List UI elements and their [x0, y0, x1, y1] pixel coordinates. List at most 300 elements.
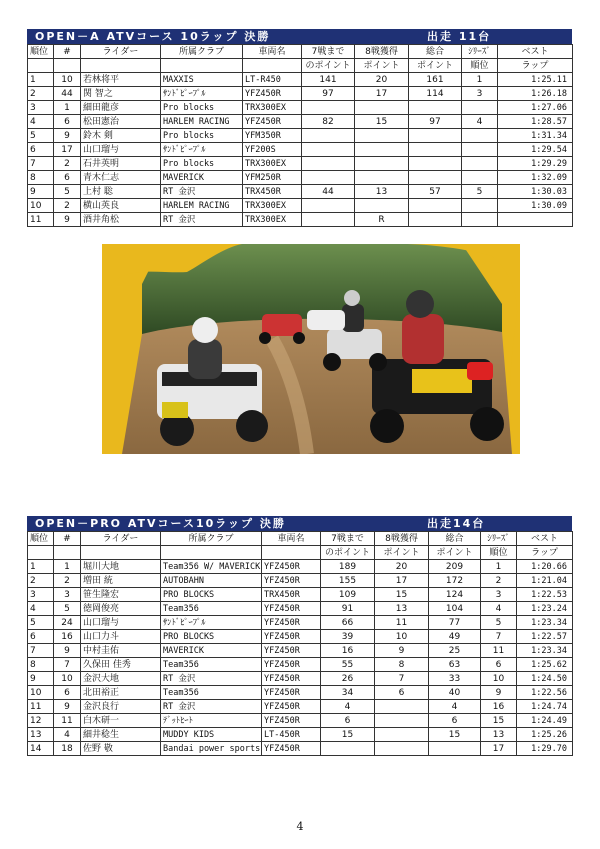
table-row	[28, 73, 573, 87]
points-8-cell: 11	[375, 616, 429, 630]
series-rank-cell: 4	[481, 602, 517, 616]
table-row	[28, 199, 573, 213]
number-cell: 2	[54, 574, 81, 588]
total-points-cell: 209	[429, 560, 481, 574]
number-cell: 7	[54, 658, 81, 672]
bike-cell: YFZ450R	[243, 115, 302, 129]
rider-cell: 上村 聡	[81, 185, 161, 199]
points-8-cell: 10	[375, 630, 429, 644]
rider-cell: 金沢良行	[81, 700, 161, 714]
column-header: 総合	[409, 45, 462, 59]
points-7-cell: 82	[302, 115, 355, 129]
position-cell: 4	[28, 115, 54, 129]
club-cell: Bandai power sports	[161, 742, 262, 756]
total-points-cell	[409, 129, 462, 143]
table-row	[28, 87, 573, 101]
best-lap-cell: 1:29.29	[498, 157, 573, 171]
table-row	[28, 213, 573, 227]
total-points-cell	[409, 171, 462, 185]
column-header: 7戦まで	[302, 45, 355, 59]
total-points-cell: 25	[429, 644, 481, 658]
column-header: ｼﾘｰｽﾞ	[462, 45, 498, 59]
column-header: ポイント	[355, 59, 409, 73]
table-row	[28, 143, 573, 157]
total-points-cell	[409, 199, 462, 213]
table-row	[28, 101, 573, 115]
points-7-cell: 141	[302, 73, 355, 87]
column-header: のポイント	[302, 59, 355, 73]
series-rank-cell: 3	[481, 588, 517, 602]
column-header	[81, 546, 161, 560]
best-lap-cell: 1:29.70	[517, 742, 573, 756]
position-cell: 1	[28, 73, 54, 87]
club-cell: Pro blocks	[161, 129, 243, 143]
series-rank-cell: 17	[481, 742, 517, 756]
bike-cell: YFZ450R	[262, 560, 321, 574]
best-lap-cell: 1:25.26	[517, 728, 573, 742]
best-lap-cell: 1:22.56	[517, 686, 573, 700]
series-rank-cell: 1	[462, 73, 498, 87]
best-lap-cell: 1:22.57	[517, 630, 573, 644]
points-7-cell: 15	[321, 728, 375, 742]
best-lap-cell: 1:20.66	[517, 560, 573, 574]
bike-cell: YFZ450R	[262, 742, 321, 756]
position-cell: 12	[28, 714, 54, 728]
points-7-cell: 6	[321, 714, 375, 728]
series-rank-cell	[462, 213, 498, 227]
series-rank-cell: 16	[481, 700, 517, 714]
total-points-cell	[409, 101, 462, 115]
position-cell: 7	[28, 157, 54, 171]
column-header	[28, 546, 54, 560]
table-row	[28, 700, 573, 714]
total-points-cell	[409, 157, 462, 171]
points-7-cell	[302, 171, 355, 185]
series-rank-cell	[462, 199, 498, 213]
points-7-cell	[302, 199, 355, 213]
points-7-cell: 55	[321, 658, 375, 672]
rider-cell: 徳岡俊亮	[81, 602, 161, 616]
series-rank-cell	[462, 101, 498, 115]
number-cell: 17	[54, 143, 81, 157]
total-points-cell	[429, 742, 481, 756]
number-cell: 1	[54, 101, 81, 115]
bike-cell: YFZ450R	[262, 602, 321, 616]
column-header: 7戦まで	[321, 532, 375, 546]
points-7-cell: 155	[321, 574, 375, 588]
bike-cell: YFZ450R	[243, 87, 302, 101]
column-header: のポイント	[321, 546, 375, 560]
series-rank-cell: 1	[481, 560, 517, 574]
column-header: ラップ	[517, 546, 573, 560]
column-header: ｼﾘｰｽﾞ	[481, 532, 517, 546]
column-header: #	[54, 532, 81, 546]
column-header: ポイント	[429, 546, 481, 560]
page-number: 4	[296, 820, 304, 833]
position-cell: 4	[28, 602, 54, 616]
table-row	[28, 574, 573, 588]
best-lap-cell: 1:22.53	[517, 588, 573, 602]
points-7-cell: 44	[302, 185, 355, 199]
column-header: #	[54, 45, 81, 59]
table-row	[28, 728, 573, 742]
number-cell: 10	[54, 672, 81, 686]
rider-cell: 佐野 敬	[81, 742, 161, 756]
points-7-cell: 16	[321, 644, 375, 658]
series-rank-cell	[462, 157, 498, 171]
number-cell: 6	[54, 171, 81, 185]
number-cell: 9	[54, 213, 81, 227]
points-7-cell	[302, 213, 355, 227]
points-8-cell: 15	[375, 588, 429, 602]
points-7-cell	[302, 101, 355, 115]
number-cell: 1	[54, 560, 81, 574]
best-lap-cell: 1:24.50	[517, 672, 573, 686]
table-title: OPEN－PRO ATVコース10ラップ 決勝	[35, 517, 286, 530]
points-8-cell	[355, 129, 409, 143]
bike-cell: LT-450R	[262, 728, 321, 742]
rider-cell: 北田裕正	[81, 686, 161, 700]
table-row	[28, 115, 573, 129]
total-points-cell: 15	[429, 728, 481, 742]
total-points-cell: 6	[429, 714, 481, 728]
table-row	[28, 602, 573, 616]
number-cell: 9	[54, 644, 81, 658]
rider-cell: 笹生隆宏	[81, 588, 161, 602]
column-header	[81, 59, 161, 73]
total-points-cell: 104	[429, 602, 481, 616]
series-rank-cell: 15	[481, 714, 517, 728]
points-8-cell: 6	[375, 686, 429, 700]
position-cell: 3	[28, 101, 54, 115]
best-lap-cell: 1:30.03	[498, 185, 573, 199]
series-rank-cell: 10	[481, 672, 517, 686]
club-cell: ｻﾝﾄﾞﾋﾟｰﾌﾟﾙ	[161, 87, 243, 101]
table-row	[28, 157, 573, 171]
best-lap-cell: 1:24.74	[517, 700, 573, 714]
position-cell: 11	[28, 213, 54, 227]
club-cell: PRO BLOCKS	[161, 630, 262, 644]
position-cell: 6	[28, 630, 54, 644]
bike-cell: YFM250R	[243, 171, 302, 185]
points-8-cell: R	[355, 213, 409, 227]
position-cell: 11	[28, 700, 54, 714]
table-row	[28, 171, 573, 185]
position-cell: 14	[28, 742, 54, 756]
column-header	[243, 59, 302, 73]
starters-count: 出走14台	[427, 517, 486, 530]
bike-cell: TRX300EX	[243, 199, 302, 213]
results-table	[27, 531, 573, 756]
rider-cell: 増田 統	[81, 574, 161, 588]
best-lap-cell: 1:24.49	[517, 714, 573, 728]
points-7-cell: 34	[321, 686, 375, 700]
column-header	[28, 59, 54, 73]
total-points-cell: 124	[429, 588, 481, 602]
rider-cell: 青木仁志	[81, 171, 161, 185]
club-cell: ｻﾝﾄﾞﾋﾟｰﾌﾟﾙ	[161, 616, 262, 630]
rider-cell: 久保田 佳秀	[81, 658, 161, 672]
points-8-cell: 13	[375, 602, 429, 616]
club-cell: PRO BLOCKS	[161, 588, 262, 602]
number-cell: 11	[54, 714, 81, 728]
best-lap-cell: 1:29.54	[498, 143, 573, 157]
series-rank-cell: 5	[462, 185, 498, 199]
column-header: 順位	[462, 59, 498, 73]
points-7-cell	[302, 143, 355, 157]
header-row	[28, 45, 573, 59]
table-row	[28, 742, 573, 756]
bike-cell: TRX450R	[243, 185, 302, 199]
total-points-cell: 161	[409, 73, 462, 87]
points-7-cell: 91	[321, 602, 375, 616]
best-lap-cell: 1:21.04	[517, 574, 573, 588]
header-row	[28, 546, 573, 560]
table-row	[28, 185, 573, 199]
column-header: ポイント	[409, 59, 462, 73]
points-8-cell	[375, 742, 429, 756]
atv-race-photo	[102, 244, 520, 454]
total-points-cell	[409, 143, 462, 157]
bike-cell: TRX450R	[262, 588, 321, 602]
rider-cell: 白木研一	[81, 714, 161, 728]
best-lap-cell: 1:23.34	[517, 644, 573, 658]
position-cell: 2	[28, 87, 54, 101]
bike-cell: YFZ450R	[262, 700, 321, 714]
position-cell: 5	[28, 616, 54, 630]
series-rank-cell: 4	[462, 115, 498, 129]
best-lap-cell: 1:25.62	[517, 658, 573, 672]
points-7-cell: 97	[302, 87, 355, 101]
position-cell: 9	[28, 672, 54, 686]
column-header: 車両名	[243, 45, 302, 59]
series-rank-cell: 9	[481, 686, 517, 700]
club-cell: AUTOBAHN	[161, 574, 262, 588]
rider-cell: 山口瑠与	[81, 143, 161, 157]
series-rank-cell: 3	[462, 87, 498, 101]
points-8-cell	[355, 143, 409, 157]
total-points-cell: 172	[429, 574, 481, 588]
points-7-cell: 26	[321, 672, 375, 686]
club-cell: HARLEM RACING	[161, 115, 243, 129]
position-cell: 10	[28, 686, 54, 700]
rider-cell: 堀川大地	[81, 560, 161, 574]
rider-cell: 松田憲治	[81, 115, 161, 129]
position-cell: 9	[28, 185, 54, 199]
club-cell: MAXXIS	[161, 73, 243, 87]
table-row	[28, 686, 573, 700]
bike-cell: TRX300EX	[243, 157, 302, 171]
series-rank-cell: 13	[481, 728, 517, 742]
rider-cell: 関 智之	[81, 87, 161, 101]
position-cell: 3	[28, 588, 54, 602]
column-header: 順位	[481, 546, 517, 560]
series-rank-cell: 7	[481, 630, 517, 644]
total-points-cell: 63	[429, 658, 481, 672]
number-cell: 10	[54, 73, 81, 87]
club-cell: RT 金沢	[161, 672, 262, 686]
bike-cell: YFZ450R	[262, 714, 321, 728]
points-8-cell	[355, 171, 409, 185]
starters-count: 出走 11台	[427, 30, 492, 43]
rider-cell: 若林将平	[81, 73, 161, 87]
total-points-cell: 4	[429, 700, 481, 714]
series-rank-cell: 5	[481, 616, 517, 630]
position-cell: 2	[28, 574, 54, 588]
points-7-cell: 109	[321, 588, 375, 602]
points-8-cell: 20	[355, 73, 409, 87]
points-8-cell	[375, 728, 429, 742]
best-lap-cell: 1:27.06	[498, 101, 573, 115]
rider-cell: 細田龍彦	[81, 101, 161, 115]
column-header	[161, 546, 262, 560]
bike-cell: YFM350R	[243, 129, 302, 143]
bike-cell: YFZ450R	[262, 630, 321, 644]
table-row	[28, 129, 573, 143]
points-8-cell: 17	[355, 87, 409, 101]
number-cell: 6	[54, 686, 81, 700]
rider-cell: 山口瑠与	[81, 616, 161, 630]
club-cell: ｻﾝﾄﾞﾋﾟｰﾌﾟﾙ	[161, 143, 243, 157]
column-header: 8戦獲得	[375, 532, 429, 546]
column-header: 所属クラブ	[161, 45, 243, 59]
total-points-cell: 33	[429, 672, 481, 686]
column-header: 8戦獲得	[355, 45, 409, 59]
bike-cell: TRX300EX	[243, 101, 302, 115]
points-8-cell: 9	[375, 644, 429, 658]
column-header: 総合	[429, 532, 481, 546]
bike-cell: TRX300EX	[243, 213, 302, 227]
bike-cell: YFZ450R	[262, 574, 321, 588]
number-cell: 4	[54, 728, 81, 742]
column-header: 車両名	[262, 532, 321, 546]
total-points-cell: 57	[409, 185, 462, 199]
best-lap-cell: 1:26.18	[498, 87, 573, 101]
points-8-cell: 13	[355, 185, 409, 199]
position-cell: 6	[28, 143, 54, 157]
club-cell: MAVERICK	[161, 644, 262, 658]
points-7-cell	[302, 129, 355, 143]
column-header: ベスト	[498, 45, 573, 59]
number-cell: 6	[54, 115, 81, 129]
column-header	[262, 546, 321, 560]
points-8-cell	[375, 714, 429, 728]
bike-cell: YFZ450R	[262, 616, 321, 630]
club-cell: Pro blocks	[161, 101, 243, 115]
column-header: ラップ	[498, 59, 573, 73]
rider-cell: 酒井角松	[81, 213, 161, 227]
bike-cell: YFZ450R	[262, 686, 321, 700]
club-cell: Team356 W/ MAVERICK	[161, 560, 262, 574]
table-row	[28, 672, 573, 686]
column-header: ポイント	[375, 546, 429, 560]
position-cell: 5	[28, 129, 54, 143]
points-8-cell	[355, 101, 409, 115]
club-cell: RT 金沢	[161, 700, 262, 714]
points-7-cell: 39	[321, 630, 375, 644]
series-rank-cell	[462, 143, 498, 157]
results-table-open-a	[27, 29, 572, 227]
total-points-cell: 77	[429, 616, 481, 630]
total-points-cell: 97	[409, 115, 462, 129]
best-lap-cell: 1:25.11	[498, 73, 573, 87]
bike-cell: YFZ450R	[262, 658, 321, 672]
club-cell: Pro blocks	[161, 157, 243, 171]
column-header: ベスト	[517, 532, 573, 546]
number-cell: 9	[54, 700, 81, 714]
table-title-bar	[27, 516, 572, 531]
bike-cell: YFZ450R	[262, 644, 321, 658]
club-cell: RT 金沢	[161, 213, 243, 227]
number-cell: 16	[54, 630, 81, 644]
points-7-cell: 4	[321, 700, 375, 714]
best-lap-cell	[498, 213, 573, 227]
table-row	[28, 630, 573, 644]
points-8-cell: 7	[375, 672, 429, 686]
bike-cell: LT-R450	[243, 73, 302, 87]
total-points-cell	[409, 213, 462, 227]
points-7-cell	[321, 742, 375, 756]
header-row	[28, 532, 573, 546]
club-cell: MUDDY KIDS	[161, 728, 262, 742]
club-cell: Team356	[161, 658, 262, 672]
position-cell: 1	[28, 560, 54, 574]
points-8-cell	[355, 199, 409, 213]
best-lap-cell: 1:32.09	[498, 171, 573, 185]
series-rank-cell: 11	[481, 644, 517, 658]
position-cell: 8	[28, 171, 54, 185]
number-cell: 18	[54, 742, 81, 756]
points-8-cell: 15	[355, 115, 409, 129]
best-lap-cell: 1:31.34	[498, 129, 573, 143]
points-8-cell	[355, 157, 409, 171]
points-7-cell	[302, 157, 355, 171]
series-rank-cell	[462, 129, 498, 143]
total-points-cell: 114	[409, 87, 462, 101]
best-lap-cell: 1:23.34	[517, 616, 573, 630]
position-cell: 10	[28, 199, 54, 213]
table-title-bar	[27, 29, 572, 44]
points-7-cell: 189	[321, 560, 375, 574]
rider-cell: 細井稔生	[81, 728, 161, 742]
table-row	[28, 658, 573, 672]
column-header: 所属クラブ	[161, 532, 262, 546]
points-8-cell: 20	[375, 560, 429, 574]
club-cell: RT 金沢	[161, 185, 243, 199]
header-row	[28, 59, 573, 73]
table-row	[28, 644, 573, 658]
best-lap-cell: 1:23.24	[517, 602, 573, 616]
total-points-cell: 49	[429, 630, 481, 644]
best-lap-cell: 1:28.57	[498, 115, 573, 129]
rider-cell: 中村圭佑	[81, 644, 161, 658]
number-cell: 44	[54, 87, 81, 101]
column-header	[54, 546, 81, 560]
column-header: ライダー	[81, 532, 161, 546]
table-row	[28, 588, 573, 602]
series-rank-cell: 6	[481, 658, 517, 672]
column-header	[161, 59, 243, 73]
number-cell: 2	[54, 157, 81, 171]
number-cell: 5	[54, 185, 81, 199]
rider-cell: 金沢大地	[81, 672, 161, 686]
club-cell: ﾃﾞｯﾄﾋｰﾄ	[161, 714, 262, 728]
number-cell: 24	[54, 616, 81, 630]
bike-cell: YF200S	[243, 143, 302, 157]
club-cell: Team356	[161, 602, 262, 616]
total-points-cell: 40	[429, 686, 481, 700]
number-cell: 2	[54, 199, 81, 213]
